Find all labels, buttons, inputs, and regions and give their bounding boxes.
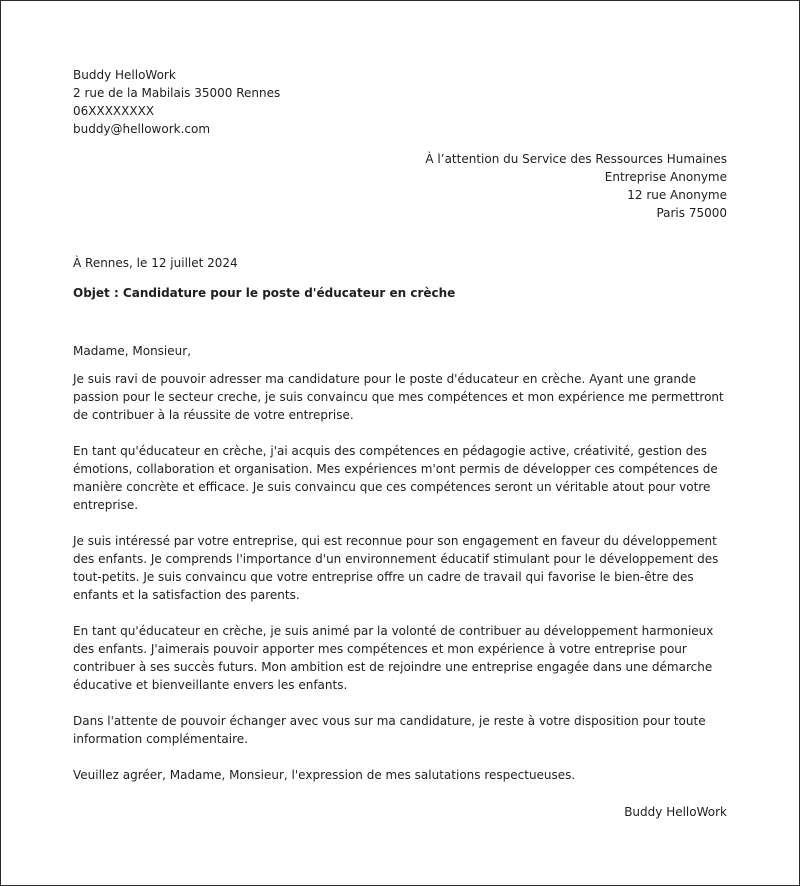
greeting: Madame, Monsieur, bbox=[73, 344, 192, 358]
sender-phone: 06XXXXXXXX bbox=[73, 104, 155, 118]
paragraph-2: En tant qu'éducateur en crèche, j'ai acquis des compétences en pédagogie active, créativité, gestion des émotions, collaboration et organisation. Mes expériences m'ont permis de développer ces compétences de manière concrète et efficace. Je suis convaincu que ces compétences seront un véritable atout pour votre entreprise. bbox=[73, 444, 718, 512]
date-line: À Rennes, le 12 juillet 2024 bbox=[73, 256, 238, 270]
letter-body bbox=[73, 342, 729, 802]
subject-line: Objet : Candidature pour le poste d'éducateur en crèche bbox=[73, 286, 456, 300]
recipient-attention: À l’attention du Service des Ressources Humaines bbox=[425, 152, 727, 166]
paragraph-3: Je suis intéressé par votre entreprise, qui est reconnue pour son engagement en faveur du développement des enfants. Je comprends l'importance d'un environnement éducatif stimulant pour le développement des tout-petits. Je suis convaincu que votre entreprise offre un cadre de travail qui favorise le bien-être des enfants et la satisfaction des parents. bbox=[73, 534, 719, 602]
paragraph-4: En tant qu'éducateur en crèche, je suis animé par la volonté de contribuer au développement harmonieux des enfants. J'aimerais pouvoir apporter mes compétences et mon expérience à votre entreprise pour contribuer à ses succès futurs. Mon ambition est de rejoindre une entreprise engagée dans une démarche éducative et bienveillante envers les enfants. bbox=[73, 624, 714, 692]
sender-address: 2 rue de la Mabilais 35000 Rennes bbox=[73, 86, 281, 100]
sender-block bbox=[73, 66, 280, 138]
paragraph-1: Je suis ravi de pouvoir adresser ma candidature pour le poste d'éducateur en crèche. Ayant une grande passion pour le secteur creche, je suis convaincu que mes compétences et mon expérience me permettront de contribuer à la réussite de votre entreprise. bbox=[73, 372, 724, 422]
closing-paragraph: Veuillez agréer, Madame, Monsieur, l'expression de mes salutations respectueuses. bbox=[73, 768, 576, 782]
recipient-city: Paris 75000 bbox=[656, 206, 727, 220]
sender-name: Buddy HelloWork bbox=[73, 68, 176, 82]
paragraph-5: Dans l'attente de pouvoir échanger avec vous sur ma candidature, je reste à votre disposition pour toute information complémentaire. bbox=[73, 714, 706, 746]
signature: Buddy HelloWork bbox=[624, 805, 727, 819]
recipient-company: Entreprise Anonyme bbox=[604, 170, 727, 184]
sender-email: buddy@hellowork.com bbox=[73, 122, 211, 136]
recipient-street: 12 rue Anonyme bbox=[627, 188, 727, 202]
recipient-block bbox=[425, 150, 727, 222]
